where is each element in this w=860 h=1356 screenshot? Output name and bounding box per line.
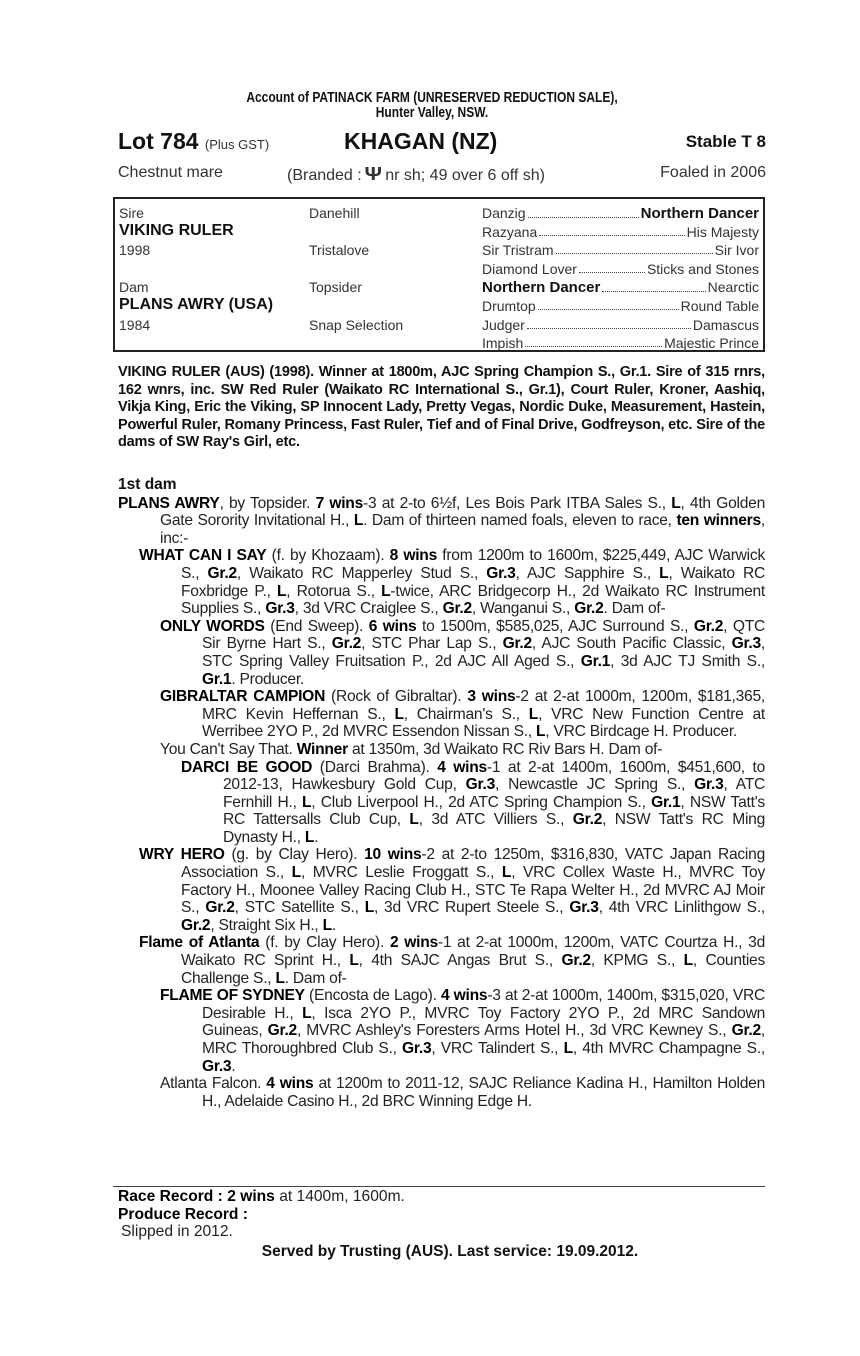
text: , 4th MVRC Champagne S., [572,1040,765,1057]
text: , MVRC Leslie Froggatt S., [300,864,502,882]
text: , QTC Sir Byrne Hart S., [202,617,765,653]
bold-text: Gr.2 [205,899,235,917]
bold-text: Gr.2 [561,952,591,970]
pedigree-row [115,298,763,318]
dotted-leader [579,261,645,273]
pedigree-row [115,261,763,281]
bold-text: 4 wins [266,1075,314,1093]
bold-text: L [501,864,512,882]
bold-text: 10 wins [364,846,422,864]
family-entry-plans-awry [118,495,765,548]
text: , 3d VRC Rupert Steele S., [373,899,570,917]
pedigree-row [115,335,763,355]
sire-note: VIKING RULER (AUS) (1998). Winner at 1800m, AJC Spring Champion S., Gr.1. Sire of 315 rnrs, 162 wnrs, inc. SW Red Ruler (Waikato RC International S., Gr.1), Court Ruler, Kroner, Aashiq, Vikja King, Eric the Viking, SP Innocent Lady, Pretty Vegas, Nordic Duke, Measurement, Hastein, Powerful Ruler, Romany Princess, Fast Ruler, Tief and of Final Drive, Godfreyson, etc. Sire of the dams of SW Ray's Girl, etc. [118,364,765,450]
family-section [118,476,765,1110]
text: , KPMG S., [590,952,684,970]
text: from 1200m to 1600m, $225,449, AJC Warwick S., [181,547,765,582]
text: , Isca 2YO P., MVRC Toy Factory 2YO P., 2d MRC Sandown Guineas, [202,1004,766,1040]
dotted-leader [539,224,684,236]
text: , inc:- [160,512,766,547]
text: , Wanganui S., [471,600,575,618]
pedigree-gen3 [482,317,759,333]
pedigree-row [115,221,763,244]
bold-text: Gr.2 [502,635,532,653]
bold-text: L [349,952,359,970]
bold-text: L [536,723,546,741]
text: at 1200m to 2011-12, SAJC Reliance Kadina H., Hamilton Holden H., Adelaide Casino H., 2d BRC Winning Edge H. [202,1075,765,1110]
text: to 1500m, $585,025, AJC Surround S., [416,617,694,635]
text: , Waikato RC Mapperley Stud S., [236,564,487,582]
text: , STC Spring Valley Fruitsation P., 2d AJC All Aged S., [202,635,765,670]
family-entry-what-can-i-say [118,547,765,617]
bold-text: L [409,811,419,829]
text: , VRC Collex Waste H., MVRC Toy Factory H., Moonee Valley Racing Club H., STC Te Rapa Welter H., 2d MVRC AJ Moir S., [181,864,765,917]
text: (Darci Brahma). [312,758,438,776]
pedigree-sire: His Majesty [686,223,759,240]
pedigree-gen2: Topsider [309,279,362,296]
text: , by Topsider. [219,494,316,512]
text: . [331,916,336,934]
bold-text: L [659,564,669,582]
text: , Chairman's S., [403,705,529,723]
horse-name: KHAGAN (NZ) [344,128,498,154]
family-entry-flame-of-sydney [118,987,765,1075]
text: -twice, ARC Bridgecorp H., 2d Waikato RC Instrument Supplies S., [181,582,766,618]
text: , Newcastle JC Spring S., [495,776,695,794]
text: , NSW Tatt's RC Tattersalls Club Cup, [223,793,765,829]
race-record-label: Race Record : 2 wins [118,1188,275,1205]
brand-suffix: nr sh; 49 over 6 off sh) [385,167,545,184]
bold-text: DARCI BE GOOD [181,758,313,776]
text: , Rotorua S., [286,582,382,600]
pedigree-horse: Impish [482,335,524,352]
bold-text: Gr.3 [569,899,599,917]
text: at 1350m, 3d Waikato RC Riv Bars H. Dam of- [347,740,663,758]
dotted-leader [528,205,639,218]
bold-text: L [353,512,364,530]
service-note: Served by Trusting (AUS). Last service: 19.09.2012. [261,1243,639,1260]
records-section [118,1188,765,1241]
text: , Straight Six H., [210,916,323,934]
lot-label: Lot 784 [118,128,199,154]
pedigree-sire: Northern Dancer [640,205,759,222]
colour-sex: Chestnut mare [118,164,223,181]
bold-text: Gr.3 [731,635,761,653]
pedigree-gen3 [482,335,759,351]
dotted-leader [538,298,679,310]
pedigree-sire: Damascus [692,316,759,333]
bold-text: Gr.3 [486,564,516,582]
pedigree-gen1: Dam [119,279,149,296]
bold-text: Gr.1 [202,670,232,688]
bold-text: 4 wins [440,987,488,1005]
pedigree-row [115,242,763,262]
bold-text: Gr.2 [267,1022,297,1040]
bold-text: Gr.1 [580,652,611,670]
bold-text: Gr.2 [574,600,604,618]
bold-text: Winner [296,740,348,758]
pedigree-gen3 [482,224,759,240]
text: . Dam of thirteen named foals, eleven to race, [363,512,677,530]
lot-number [118,128,269,155]
bold-text: Gr.3 [202,1057,232,1075]
text: , 4th VRC Linlithgow S., [598,899,765,917]
bold-text: GIBRALTAR CAMPION [160,688,326,706]
text: , Waikato RC Foxbridge P., [181,564,765,600]
text: -3 at 2-to 6½f, Les Bois Park ITBA Sales S., [363,494,672,512]
bold-text: L [563,1040,573,1057]
pedigree-horse: Sir Tristram [482,242,554,259]
text: , VRC Talindert S., [431,1040,564,1057]
pedigree-gen1: 1984 [119,316,151,333]
bold-text: Flame of Atlanta [139,934,260,952]
bold-text: Gr.2 [331,635,362,653]
pedigree-gen1: Sire [119,205,144,221]
bold-text: Gr.2 [693,617,724,635]
pedigree-sire: Round Table [680,298,759,314]
text: . Producer. [231,670,305,688]
pedigree-horse: Drumtop [482,298,536,314]
pedigree-gen1: 1998 [119,242,151,259]
text: (Rock of Gibraltar). [325,688,468,706]
pedigree-horse: Danzig [482,205,526,221]
pedigree-gen2: Danehill [309,205,360,221]
produce-record-label: Produce Record : [118,1205,248,1223]
bold-text: 4 wins [437,758,487,776]
family-entry-you-cant-say-that [118,741,765,759]
divider [113,1186,765,1187]
text: Atlanta Falcon. [160,1075,267,1093]
text: , 3d ATC Villiers S., [418,811,573,829]
bold-text: Gr.2 [572,811,603,829]
text: (g. by Clay Hero). [224,846,365,864]
text: , 4th SAJC Angas Brut S., [358,952,562,970]
bold-text: L [671,494,681,512]
text: , Club Liverpool H., 2d ATC Spring Champion S., [311,793,652,811]
text: , 4th Golden Gate Sorority Invitational H., [160,494,765,530]
bold-text: Gr.2 [181,916,211,934]
text: -2 at 2-to 1250m, $316,830, VATC Japan Racing Association S., [181,846,765,882]
bold-text: Gr.3 [694,776,724,794]
pedigree-gen3 [482,261,759,277]
bold-text: L [276,582,287,600]
text: , Counties Challenge S., [181,952,766,987]
bold-text: L [322,916,332,934]
pedigree-gen1: VIKING RULER [119,221,234,239]
horse-details [118,164,766,184]
text: , MVRC Ashley's Foresters Arms Hotel H., 3d VRC Kewney S., [296,1022,732,1040]
account-line-2: Hunter Valley, NSW. [375,104,489,121]
dotted-leader [527,317,691,329]
pedigree-sire: Sir Ivor [714,242,759,259]
produce-record [118,1206,765,1224]
bold-text: L [302,1004,312,1022]
family-entry-only-words [118,618,765,688]
family-entry-wry-hero [118,846,765,934]
vendor-account [88,90,776,120]
family-entry-darci-be-good [118,759,765,847]
pedigree-sire: Nearctic [707,279,759,296]
pedigree-gen1: PLANS AWRY (USA) [119,296,274,313]
bold-text: Gr.2 [207,564,237,582]
bold-text: WRY HERO [139,846,225,864]
text: -1 at 2-at 1400m, 1600m, $451,600, to 2012-13, Hawkesbury Gold Cup, [223,758,765,794]
text: , MRC Thoroughbred Club S., [202,1022,765,1057]
text: (End Sweep). [264,617,369,635]
bold-text: 3 wins [467,688,516,706]
pedigree-horse: Razyana [482,223,538,240]
first-dam-heading: 1st dam [118,476,177,493]
dotted-leader [556,242,713,254]
bold-text: PLANS AWRY [118,494,220,512]
bold-text: L [291,864,301,882]
pedigree-gen3 [482,205,759,222]
brand-mark-icon: Ψ [364,164,383,184]
pedigree-sire: Sticks and Stones [646,260,759,277]
bold-text: Gr.2 [731,1022,761,1040]
bold-text: Gr.2 [442,600,472,618]
bold-text: L [275,969,285,987]
race-record-text: at 1400m, 1600m. [274,1188,405,1205]
bold-text: L [394,705,404,723]
text: You Can't Say That. [160,740,297,758]
text: -3 at 2-at 1000m, 1400m, $315,020, VRC Desirable H., [202,987,766,1022]
family-entry-flame-of-atlanta [118,934,765,987]
bold-text: L [528,705,539,723]
pedigree-sire: Majestic Prince [664,335,759,352]
plus-gst: (Plus GST) [204,137,270,152]
foaled-year: Foaled in 2006 [660,164,766,181]
bold-text: 8 wins [389,547,437,565]
text: . [231,1057,236,1075]
bold-text: WHAT CAN I SAY [139,547,267,565]
text: -2 at 2-at 1000m, 1200m, $181,365, MRC Kevin Heffernan S., [202,688,765,723]
bold-text: Gr.3 [265,600,295,618]
bold-text: 2 wins [389,934,438,952]
bold-text: ONLY WORDS [160,617,265,635]
bold-text: FLAME OF SYDNEY [160,987,305,1005]
pedigree-table [113,197,765,352]
pedigree-gen2: Snap Selection [309,316,404,333]
pedigree-horse: Diamond Lover [482,260,577,277]
family-entry-atlanta-falcon [118,1075,765,1110]
text: , STC Satellite S., [234,899,365,917]
pedigree-gen3 [482,242,759,258]
bold-text: Gr.3 [465,776,496,794]
pedigree-horse: Northern Dancer [482,279,601,297]
text: , 3d AJC TJ Smith S., [610,652,765,670]
bold-text: L [381,582,391,600]
pedigree-row [115,317,763,337]
pedigree-gen2: Tristalove [309,242,370,259]
bold-text: Gr.3 [402,1040,432,1057]
text: , NSW Tatt's RC Ming Dynasty H., [223,811,765,846]
text: (f. by Clay Hero). [259,934,390,952]
bold-text: ten winners [676,512,761,530]
stable-location: Stable T 8 [685,132,766,151]
bold-text: L [364,899,374,917]
brand-description [287,164,545,185]
text: , VRC Birdcage H. Producer. [545,723,738,741]
text: . Dam of- [284,969,347,987]
race-record [118,1188,765,1206]
text: , AJC Sapphire S., [515,564,660,582]
text: , 3d VRC Craiglee S., [294,600,443,618]
family-entry-gibraltar-campion [118,688,765,741]
produce-text: Slipped in 2012. [121,1223,233,1241]
bold-text: 7 wins [315,494,363,512]
text: -1 at 2-at 1000m, 1200m, VATC Courtza H., 3d Waikato RC Sprint H., [181,934,765,970]
family-entries [118,495,765,1111]
text: , ATC Fernhill H., [223,776,765,811]
text: (f. by Khozaam). [266,547,390,565]
bold-text: L [683,952,693,970]
text: , VRC New Function Centre at Werribee 2YO P., 2d MVRC Essendon Nissan S., [202,705,765,741]
pedigree-gen3 [482,279,759,296]
dotted-leader [602,279,705,292]
brand-prefix: (Branded : [287,167,362,184]
bold-text: 6 wins [368,617,417,635]
bold-text: L [304,828,315,846]
text: , AJC South Pacific Classic, [531,635,732,653]
text: (Encosta de Lago). [304,987,441,1005]
lot-header [118,128,766,156]
text: , STC Phar Lap S., [361,635,503,653]
text: . Dam of- [603,600,666,618]
pedigree-gen3 [482,298,759,314]
dotted-leader [525,335,662,347]
text: . [314,828,319,846]
pedigree-horse: Judger [482,316,525,333]
bold-text: L [302,793,312,811]
account-line-1: Account of PATINACK FARM (UNRESERVED REDUCTION SALE), [246,89,618,106]
bold-text: Gr.1 [651,793,681,811]
